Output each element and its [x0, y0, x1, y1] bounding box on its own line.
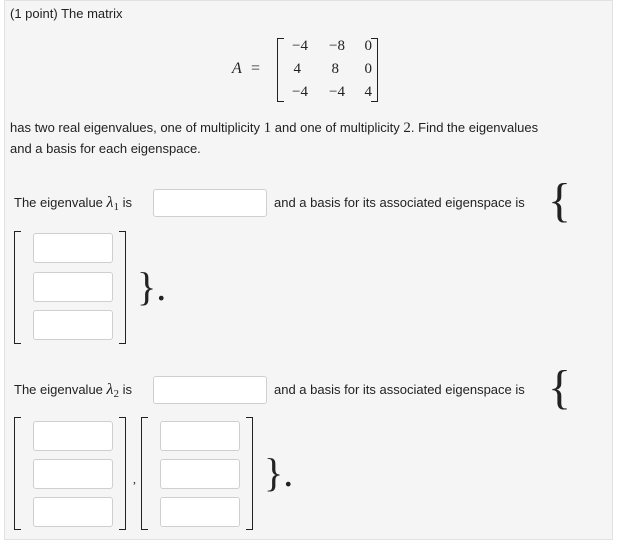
vector-bracket-right [119, 417, 126, 530]
text-segment: and one of multiplicity [274, 120, 400, 135]
eig2-vector2-entry-3[interactable] [160, 497, 240, 527]
problem-text-line2: and a basis for each eigenspace. [10, 141, 201, 156]
matrix-name: A [232, 60, 242, 77]
matrix-cell: 4 [293, 61, 301, 77]
close-brace: }. [137, 264, 167, 309]
matrix-cell: −4 [292, 38, 308, 54]
lambda-symbol: λ [106, 381, 114, 398]
eigenvalue2-label [14, 381, 132, 399]
eigenvalue2-input[interactable] [153, 376, 267, 404]
eig2-vector1-entry-2[interactable] [33, 459, 113, 489]
vector-bracket-right [246, 417, 253, 530]
text-segment: is [122, 195, 132, 210]
eig2-vector1-entry-3[interactable] [33, 497, 113, 527]
eigenspace2-basis-text: and a basis for its associated eigenspace is [274, 382, 525, 397]
matrix-cell: −4 [329, 84, 345, 100]
eig2-vector2-entry-1[interactable] [160, 421, 240, 451]
close-brace: }. [264, 450, 294, 495]
eig1-vector-entry-1[interactable] [33, 233, 113, 263]
eig2-vector1-entry-1[interactable] [33, 421, 113, 451]
problem-text-line1 [10, 118, 538, 138]
matrix-cell: 0 [364, 61, 372, 77]
lambda-subscript: 1 [113, 201, 119, 213]
eigenspace1-basis-text: and a basis for its associated eigenspace is [274, 195, 525, 210]
matrix-bracket-right [371, 38, 378, 102]
matrix-cell: 8 [331, 61, 339, 77]
matrix-equals: = [251, 60, 261, 77]
matrix-cell: −8 [329, 38, 345, 54]
open-brace: { [548, 174, 572, 227]
text-segment: is [122, 382, 132, 397]
text-segment: . Find the eigenvalues [410, 120, 539, 135]
eig1-vector-entry-2[interactable] [33, 272, 113, 302]
text-segment: The eigenvalue [14, 195, 103, 210]
vector-bracket-left [14, 417, 21, 530]
text-segment: The eigenvalue [14, 382, 103, 397]
lambda-subscript: 2 [113, 388, 119, 400]
eig2-vector2-entry-2[interactable] [160, 459, 240, 489]
lambda-symbol: λ [106, 194, 114, 211]
multiplicity-value: 2 [403, 120, 411, 136]
vector-bracket-right [119, 231, 126, 344]
vector-bracket-left [14, 231, 21, 344]
matrix-cell: −4 [292, 84, 308, 100]
matrix-cell: 4 [364, 84, 372, 100]
eig1-vector-entry-3[interactable] [33, 310, 113, 340]
vector-separator: , [133, 472, 136, 486]
problem-header: (1 point) The matrix [10, 6, 123, 21]
vector-bracket-left [141, 417, 148, 530]
eigenvalue1-label [14, 194, 132, 212]
text-segment: has two real eigenvalues, one of multiplicity [10, 120, 261, 135]
open-brace: { [548, 361, 572, 414]
multiplicity-value: 1 [263, 120, 272, 136]
matrix-cell: 0 [364, 38, 372, 54]
eigenvalue1-input[interactable] [153, 189, 267, 217]
